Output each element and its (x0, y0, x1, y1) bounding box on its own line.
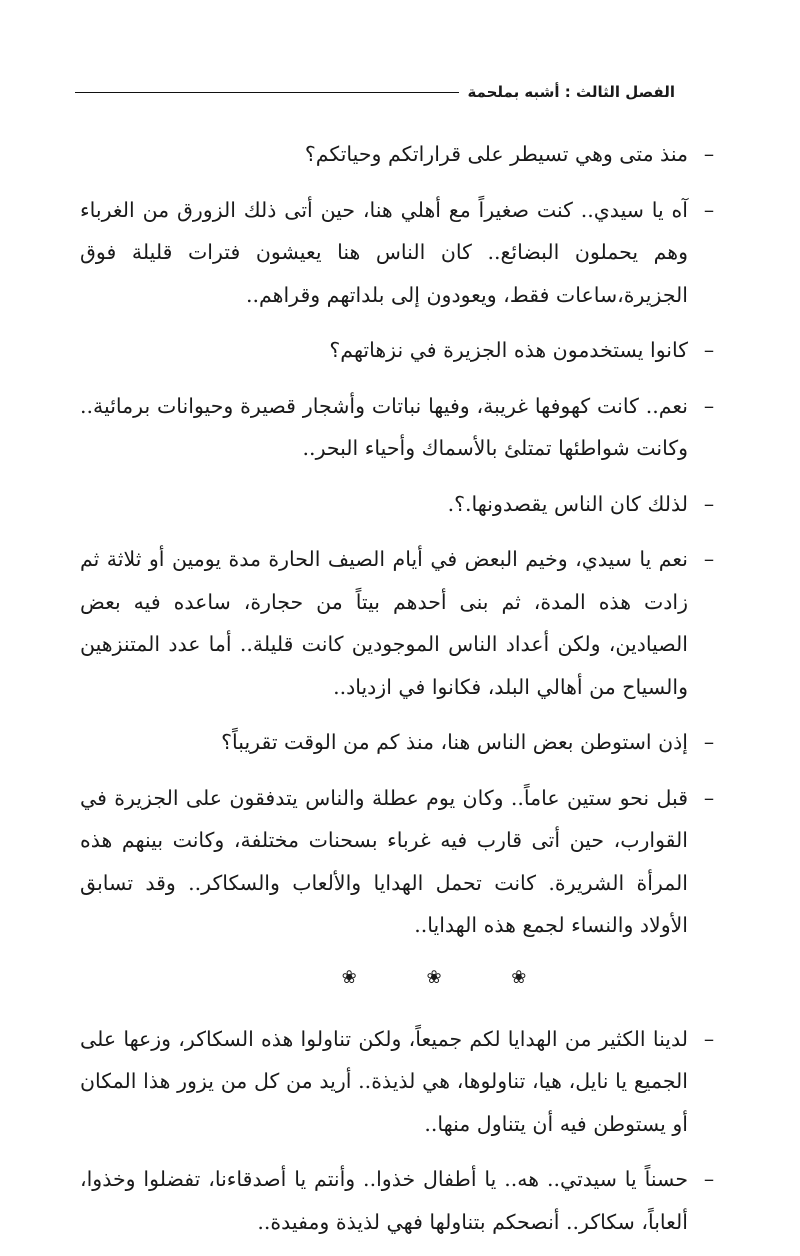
dialogue-text: آه يا سيدي.. كنت صغيراً مع أهلي هنا، حين أتى ذلك الزورق من الغرباء وهم يحملون البضائع.. كان الناس هنا يعيشون فترات قليلة فوق الجزيرة،ساعات فقط، ويعودون إلى بلداتهم وقراهم.. (80, 197, 688, 307)
dialogue-text: نعم.. كانت كهوفها غريبة، وفيها نباتات وأشجار قصيرة وحيوانات برمائية.. وكانت شواطئها تمتلئ بالأسماك وأحياء البحر.. (80, 393, 688, 460)
dialogue-line (80, 133, 730, 176)
dialogue-text: لذلك كان الناس يقصدونها.؟. (447, 491, 688, 516)
dialogue-line (80, 777, 730, 947)
dialogue-dash: – (703, 1026, 715, 1051)
dialogue-line (80, 538, 730, 708)
dialogue-text: لدينا الكثير من الهدايا لكم جميعاً، ولكن تناولوا هذه السكاكر، وزعها على الجميع يا نايل، هيا، تناولوها، هي لذيذة.. أريد من كل من يزور هذا المكان أو يستوطن فيه أن يتناول منها.. (80, 1026, 688, 1136)
dialogue-line (80, 1158, 730, 1243)
dialogue-dash: – (703, 1167, 715, 1191)
dialogue-line (80, 483, 730, 526)
header-rule (75, 92, 459, 93)
chapter-title: الفصل الثالث : أشبه بملحمة (467, 83, 675, 101)
dialogue-line (80, 721, 730, 764)
dialogue-dash: – (703, 197, 715, 222)
dialogue-line (80, 1018, 730, 1146)
dialogue-dash: – (703, 338, 715, 362)
dialogue-dash: – (703, 785, 715, 810)
dialogue-dash: – (703, 393, 715, 418)
dialogue-line (80, 189, 730, 317)
dialogue-text: حسناً يا سيدتي.. هه.. يا أطفال خذوا.. وأنتم يا أصدقاءنا، تفضلوا وخذوا، ألعاباً، سكاكر.. أنصحكم بتناولها فهي لذيذة ومفيدة.. (80, 1167, 688, 1234)
dialogue-line (80, 385, 730, 470)
dialogue-text: كانوا يستخدمون هذه الجزيرة في نزهاتهم؟ (329, 338, 688, 362)
dialogue-dash: – (703, 491, 715, 516)
dialogue-body (80, 133, 730, 1256)
dialogue-dash: – (703, 142, 715, 166)
dialogue-text: نعم يا سيدي، وخيم البعض في أيام الصيف الحارة مدة يومين أو ثلاثة ثم زادت هذه المدة، ثم بنى أحدهم بيتاً من حجارة، ساعده فيه بعض الصيادين، ولكن أعداد الناس الموجودين كانت قليلة.. أما عدد المتنزهين والسياح من أهالي البلد، فكانوا في ازدياد.. (80, 547, 688, 699)
dialogue-line (80, 329, 730, 372)
dialogue-text: منذ متى وهي تسيطر على قراراتكم وحياتكم؟ (304, 142, 688, 166)
dialogue-text: إذن استوطن بعض الناس هنا، منذ كم من الوقت تقريباً؟ (221, 730, 688, 754)
running-header (75, 78, 675, 106)
dialogue-text: قبل نحو ستين عاماً.. وكان يوم عطلة والناس يتدفقون على الجزيرة في القوارب، حين أتى قارب فيه غرباء بسحنات مختلفة، وكانت بينهم هذه المرأة الشريرة. كانت تحمل الهدايا والألعاب والسكاكر.. وقد تسابق الأولاد والنساء لجمع هذه الهدايا.. (80, 785, 688, 937)
section-separator-ornament: ❀ ❀ ❀ (341, 966, 559, 988)
dialogue-dash: – (703, 547, 715, 571)
dialogue-dash: – (703, 730, 715, 754)
